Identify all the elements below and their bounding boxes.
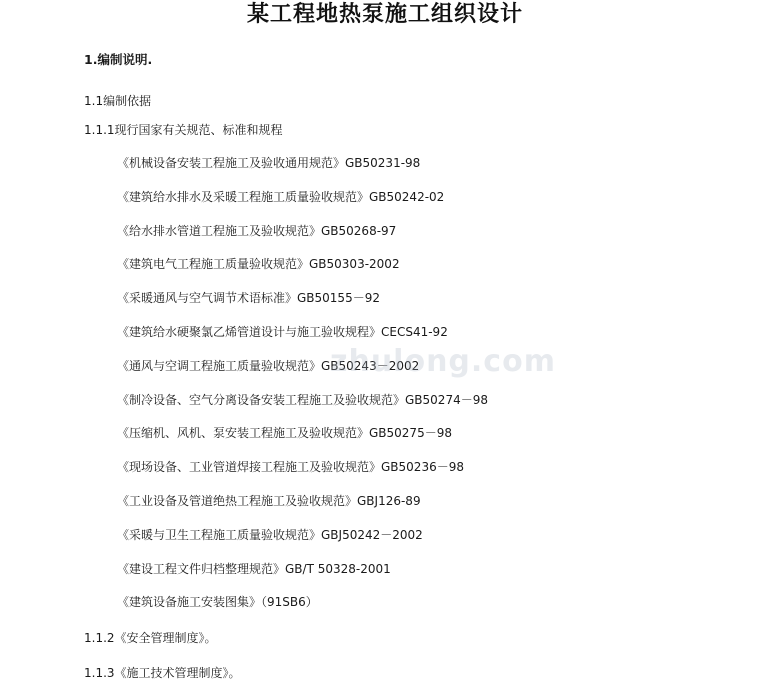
reference-item: 《采暖与卫生工程施工质量验收规范》GBJ50242－2002 [117, 527, 423, 542]
subsection-1-1-2: 1.1.2《安全管理制度》。 [84, 631, 217, 645]
reference-item: 《建筑给水硬聚氯乙烯管道设计与施工验收规程》CECS41-92 [117, 324, 448, 339]
reference-item: 《建筑给水排水及采暖工程施工质量验收规范》GB50242-02 [117, 189, 445, 204]
reference-item: 《制冷设备、空气分离设备安装工程施工及验收规范》GB50274－98 [117, 392, 488, 407]
document-title: 某工程地热泵施工组织设计 [246, 1, 523, 27]
reference-item: 《压缩机、风机、泵安装工程施工及验收规范》GB50275－98 [117, 426, 452, 441]
reference-item: 《给水排水管道工程施工及验收规范》GB50268-97 [117, 223, 397, 238]
subsection-1-1-1: 1.1.1现行国家有关规范、标准和规程 [84, 123, 283, 137]
reference-item: 《现场设备、工业管道焊接工程施工及验收规范》GB50236－98 [117, 460, 464, 475]
reference-item: 《采暖通风与空气调节术语标准》GB50155－92 [117, 291, 380, 306]
reference-item: 《工业设备及管道绝热工程施工及验收规范》GBJ126-89 [117, 493, 421, 508]
reference-item: 《机械设备安装工程施工及验收通用规范》GB50231-98 [117, 156, 421, 170]
subsection-1-1-3: 1.1.3《施工技术管理制度》。 [84, 666, 241, 680]
watermark-logo: zhulong.com [330, 344, 556, 379]
reference-item: 《建筑设备施工安装图集》（91SB6） [117, 595, 318, 610]
reference-list [117, 155, 488, 628]
reference-item: 《建筑电气工程施工质量验收规范》GB50303-2002 [117, 257, 400, 272]
section-heading: 1.编制说明. [84, 52, 153, 67]
reference-item: 《建设工程文件归档整理规范》GB/T 50328-2001 [117, 561, 391, 576]
reference-item: 《通风与空调工程施工质量验收规范》GB50243－2002 [117, 358, 420, 373]
subsection-1-1: 1.1编制依据 [84, 94, 152, 108]
